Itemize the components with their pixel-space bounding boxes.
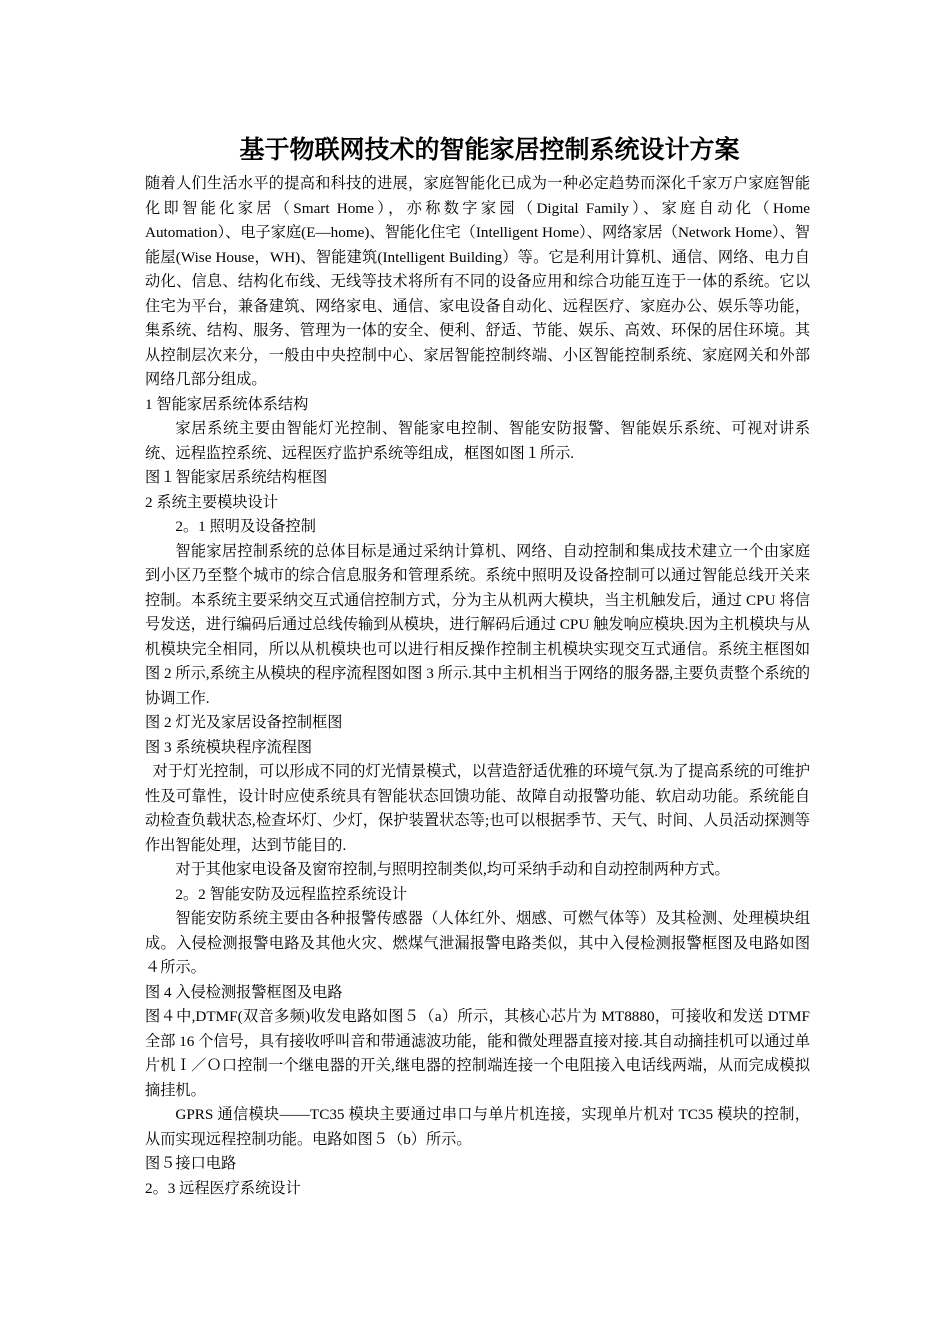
figure-caption-5: 图５接口电路 <box>145 1155 237 1172</box>
body-paragraph: 图４中,DTMF(双音多频)收发电路如图５（a）所示，其核心芯片为 MT8880，可接收和发送 DTMF 全部 16 个信号，具有接收呼叫音和带通滤波功能，能和微处理器直接对接.其自动摘挂机可以通过单片机Ｉ／Ｏ口控制一个继电器的开关,继电器的控制端连接一个电阻接入电话线两端，从而完成模拟摘挂机。 <box>145 1008 810 1099</box>
document-title: 基于物联网技术的智能家居控制系统设计方案 <box>239 135 740 164</box>
subsection-heading-2-2: 2。2 智能安防及远程监控系统设计 <box>175 885 407 903</box>
intro-paragraph: 随着人们生活水平的提高和科技的进展，家庭智能化已成为一种必定趋势而深化千家万户家庭智能化即智能化家居（Smart Home），亦称数字家园（Digital Family）、家庭自动化（Home Automation）、电子家庭(E—home)、智能化住宅（Intelligent Home）、网络家居（Network Home）、智能屋(Wise House，WH)、智能建筑(Intelligent Building）等。它是利用计算机、通信、网络、电力自动化、信息、结构化布线、无线等技术将所有不同的设备应用和综合功能互连于一体的系统。它以住宅为平台，兼备建筑、网络家电、通信、家电设备自动化、远程医疗、家庭办公、娱乐等功能，集系统、结构、服务、管理为一体的安全、便利、舒适、节能、娱乐、高效、环保的居住环境。其从控制层次来分，一般由中央控制中心、家居智能控制终端、小区智能控制系统、家庭网关和外部网络几部分组成。 <box>145 175 810 388</box>
document-page <box>145 128 810 1201</box>
figure-caption-2: 图 2 灯光及家居设备控制框图 <box>145 714 343 731</box>
body-paragraph: GPRS 通信模块——TC35 模块主要通过串口与单片机连接，实现单片机对 TC35 模块的控制，从而实现远程控制功能。电路如图５（b）所示。 <box>145 1106 810 1148</box>
subsection-heading-2-1: 2。1 照明及设备控制 <box>175 518 316 535</box>
section-heading-1: 1 智能家居系统体系结构 <box>145 395 309 413</box>
figure-caption-3: 图 3 系统模块程序流程图 <box>145 738 313 756</box>
body-paragraph: 智能安防系统主要由各种报警传感器（人体红外、烟感、可燃气体等）及其检测、处理模块组成。入侵检测报警电路及其他火灾、燃煤气泄漏报警电路类似，其中入侵检测报警框图及电路如图４所示。 <box>145 910 810 976</box>
subsection-heading-2-3: 2。3 远程医疗系统设计 <box>145 1179 301 1197</box>
figure-caption-1: 图１智能家居系统结构框图 <box>145 469 328 486</box>
section-heading-2: 2 系统主要模块设计 <box>145 493 278 511</box>
body-paragraph: 家居系统主要由智能灯光控制、智能家电控制、智能安防报警、智能娱乐系统、可视对讲系统、远程监控系统、远程医疗监护系统等组成，框图如图１所示. <box>145 420 810 462</box>
body-paragraph: 对于灯光控制，可以形成不同的灯光情景模式，以营造舒适优雅的环境气氛.为了提高系统的可维护性及可靠性，设计时应使系统具有智能状态回馈功能、故障自动报警功能、软启动功能。系统能自动检查负载状态,检查坏灯、少灯，保护装置状态等;也可以根据季节、天气、时间、人员活动探测等作出智能处理，达到节能目的. <box>145 763 810 854</box>
figure-caption-4: 图 4 入侵检测报警框图及电路 <box>145 983 343 1001</box>
body-paragraph: 智能家居控制系统的总体目标是通过采纳计算机、网络、自动控制和集成技术建立一个由家庭到小区乃至整个城市的综合信息服务和管理系统。系统中照明及设备控制可以通过智能总线开关来控制。本系统主要采纳交互式通信控制方式，分为主从机两大模块，当主机触发后，通过 CPU 将信号发送，进行编码后通过总线传输到从模块，进行解码后通过 CPU 触发响应模块.因为主机模块与从机模块完全相同，所以从机模块也可以进行相反操作控制主机模块实现交互式通信。系统主框图如图 2 所示,系统主从模块的程序流程图如图 3 所示.其中主机相当于网络的服务器,主要负责整个系统的协调工作. <box>145 542 810 707</box>
body-paragraph: 对于其他家电设备及窗帘控制,与照明控制类似,均可采纳手动和自动控制两种方式。 <box>175 861 730 878</box>
